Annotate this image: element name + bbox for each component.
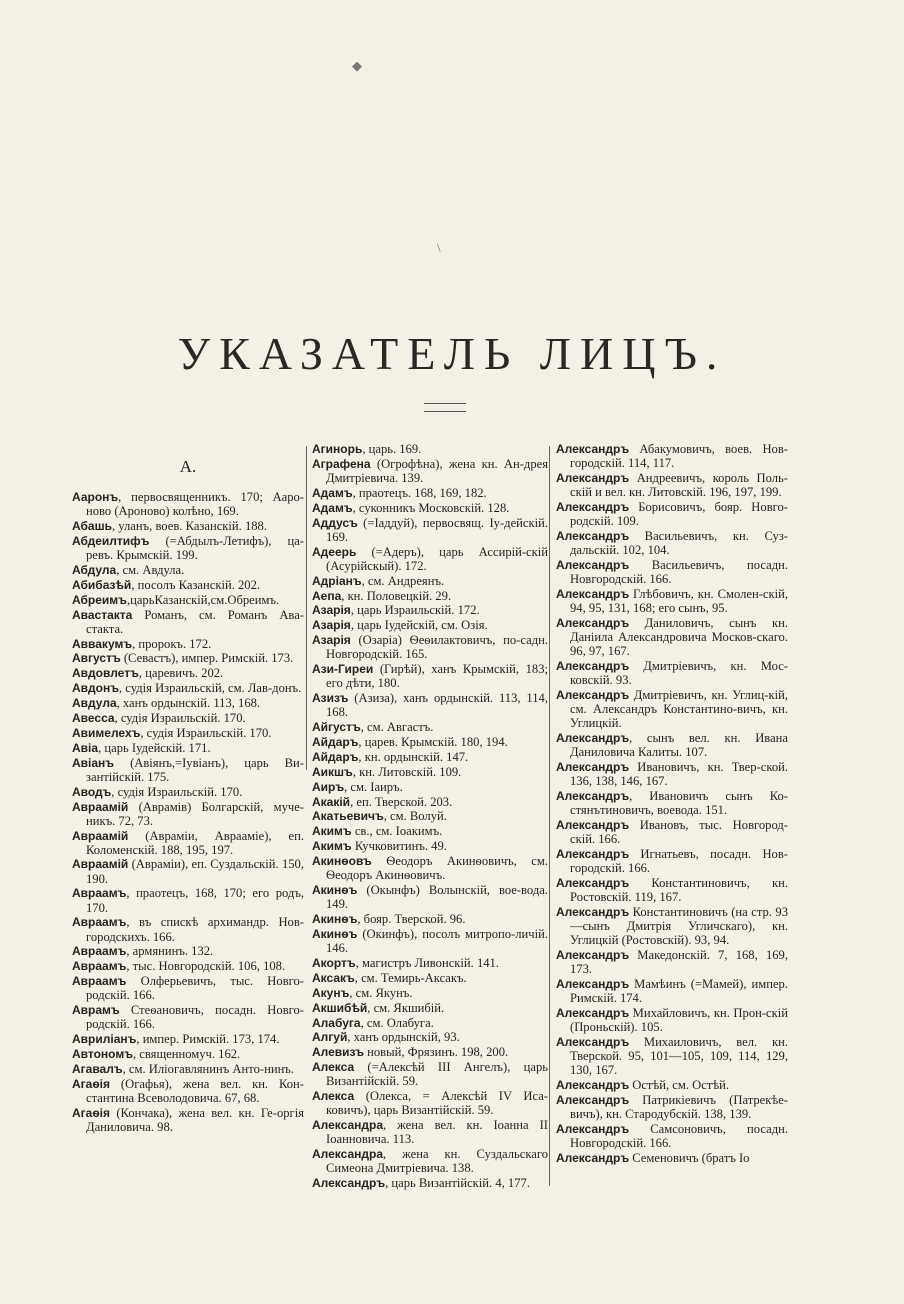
entry-headword: Александра bbox=[312, 1118, 384, 1133]
entry-headword: Абдула bbox=[72, 562, 117, 577]
entry-details: Стеѳановичъ, посадн. Новго-родскій. 166. bbox=[86, 1003, 304, 1032]
entry-details: Самсоновичъ, посадн. Новгородскій. 166. bbox=[570, 1121, 788, 1151]
entry-details: , царь Израильскій. 172. bbox=[350, 603, 480, 618]
entry-headword: Акортъ bbox=[312, 956, 356, 970]
index-entry bbox=[72, 741, 304, 755]
entry-headword: Акшибѣй bbox=[312, 1000, 368, 1015]
index-entry bbox=[312, 1147, 548, 1175]
index-entry bbox=[72, 696, 304, 710]
entry-headword: Александра bbox=[312, 1147, 384, 1162]
entry-headword: Александръ bbox=[556, 789, 630, 804]
entry-details: , праотецъ, 168, 170; его родъ, 170. bbox=[86, 886, 304, 915]
index-entry bbox=[312, 795, 548, 809]
entry-headword: Агавалъ bbox=[72, 1061, 123, 1076]
index-entry bbox=[556, 731, 788, 759]
index-entry bbox=[72, 1062, 304, 1076]
index-column-1 bbox=[72, 442, 304, 1135]
index-entry bbox=[556, 471, 788, 499]
entry-headword: Авдонъ bbox=[72, 681, 119, 696]
entry-headword: Александръ bbox=[556, 499, 630, 514]
index-entry bbox=[312, 1089, 548, 1117]
entry-details: Глѣбовичъ, кн. Смолен-скій, 94, 95, 131, 168; его сынъ, 95. bbox=[570, 586, 788, 616]
entry-details: , армянинъ. 132. bbox=[126, 944, 214, 959]
entry-details: (Озаріа) Ѳеѳилактовичъ, по-садн. Новгородскій. 165. bbox=[326, 633, 548, 662]
entry-details: , магистръ Ливонскій. 141. bbox=[355, 956, 499, 970]
entry-details: , судія Израильскій. 170. bbox=[111, 784, 243, 799]
entry-headword: Авраамъ bbox=[72, 959, 127, 974]
entry-headword: Аввакумъ bbox=[72, 636, 133, 651]
entry-headword: Айдаръ bbox=[312, 735, 359, 750]
entry-details: , судія Израильскій, см. Лав-донъ. bbox=[119, 681, 302, 696]
index-entry bbox=[556, 1006, 788, 1034]
entry-details: Васильевичъ, кн. Суз-дальскій. 102, 104. bbox=[570, 528, 788, 558]
entry-details: , царь Іудейскій. 171. bbox=[98, 740, 211, 755]
entry-headword: Автономъ bbox=[72, 1047, 133, 1062]
entry-headword: Авіанъ bbox=[72, 755, 115, 770]
index-entry bbox=[312, 824, 548, 838]
entry-details: , пророкъ. 172. bbox=[132, 636, 212, 651]
index-entry bbox=[312, 720, 548, 734]
index-entry bbox=[72, 915, 304, 943]
entry-details: , священномуч. 162. bbox=[132, 1047, 241, 1062]
entry-headword: Азизъ bbox=[312, 691, 349, 706]
index-entry bbox=[556, 529, 788, 557]
index-entry bbox=[556, 847, 788, 875]
entry-headword: Агаѳія bbox=[72, 1076, 111, 1091]
entry-details: , сынъ вел. кн. Ивана Даниловича Калиты. 107. bbox=[570, 731, 788, 760]
index-entry bbox=[72, 490, 304, 518]
index-entry bbox=[556, 876, 788, 904]
entry-headword: Александръ bbox=[556, 1006, 630, 1020]
entry-headword: Александръ bbox=[556, 1150, 630, 1165]
entry-headword: Александръ bbox=[556, 1078, 630, 1093]
section-letter: А. bbox=[179, 457, 197, 476]
index-entry bbox=[312, 574, 548, 588]
entry-headword: Алекса bbox=[312, 1060, 355, 1075]
index-entry bbox=[556, 1093, 788, 1121]
index-entry bbox=[72, 886, 304, 914]
entry-details: ,царьКазанскій,см.Обреимъ. bbox=[126, 592, 280, 607]
index-entry bbox=[312, 1060, 548, 1088]
entry-details: Дмитріевичъ, кн. Углиц-кій, см. Александръ Константино-вичъ, кн. Углицкій. bbox=[570, 687, 788, 731]
entry-headword: Алгуй bbox=[312, 1030, 348, 1045]
entry-headword: Аепа bbox=[312, 588, 342, 603]
index-entry bbox=[72, 1106, 304, 1134]
index-entry bbox=[312, 486, 548, 500]
entry-details: , см. Іаиръ. bbox=[344, 779, 403, 794]
entry-details: , ханъ ордынскій, 93. bbox=[347, 1030, 460, 1045]
entry-details: Васильевичъ, посадн. Новгородскій. 166. bbox=[570, 557, 788, 587]
entry-headword: Авраамій bbox=[72, 799, 129, 814]
entry-details: Македонскій. 7, 168, 169, 173. bbox=[570, 948, 788, 977]
index-entry bbox=[312, 501, 548, 515]
entry-headword: Александръ bbox=[556, 557, 630, 572]
entry-details: , праотецъ. 168, 169, 182. bbox=[352, 485, 487, 500]
entry-details: Михаиловичъ, вел. кн. Тверской. 95, 101—105, 109, 114, 129, 130, 167. bbox=[570, 1034, 788, 1078]
entry-headword: Абдеилтифъ bbox=[72, 533, 150, 548]
entry-details: (=Адеръ), царь Ассирій-скій (Асурійскый). 172. bbox=[326, 544, 548, 573]
entry-headword: Аиръ bbox=[312, 779, 345, 794]
index-entry bbox=[556, 789, 788, 817]
entry-details: , кн. Половецкій. 29. bbox=[341, 588, 452, 603]
entry-headword: Авесса bbox=[72, 710, 115, 725]
entry-headword: Акакій bbox=[312, 794, 351, 809]
entry-details: Ѳеодоръ Акинѳовичъ, см. Ѳеодоръ Акинѳовичъ. bbox=[326, 854, 548, 883]
entry-details: , жена кн. Суздальскаго Симеона Дмитріевича. 138. bbox=[326, 1147, 548, 1176]
entry-headword: Авдовлетъ bbox=[72, 666, 139, 681]
index-entry bbox=[312, 1030, 548, 1044]
index-entry bbox=[312, 735, 548, 749]
index-entry bbox=[72, 726, 304, 740]
entry-details: , уланъ, воев. Казанскій. 188. bbox=[111, 518, 268, 533]
index-entry bbox=[72, 534, 304, 562]
entry-details: Патрикіевичъ (Патрекѣе-вичъ), кн. Стародубскій. 138, 139. bbox=[570, 1092, 788, 1122]
index-entry bbox=[312, 516, 548, 544]
entry-details: , судія Израильскій. 170. bbox=[140, 725, 272, 740]
index-entry bbox=[72, 974, 304, 1002]
entry-headword: Авраамій bbox=[72, 828, 129, 843]
entry-headword: Адеерь bbox=[312, 544, 357, 559]
entry-headword: Акунъ bbox=[312, 985, 350, 1000]
index-entry bbox=[72, 959, 304, 973]
entry-details: Константиновичъ, кн. Ростовскій. 119, 167. bbox=[570, 875, 788, 905]
entry-headword: Аксакъ bbox=[312, 970, 355, 985]
index-entry bbox=[72, 519, 304, 533]
entry-headword: Александръ bbox=[556, 875, 630, 890]
entry-headword: Алабуга bbox=[312, 1015, 361, 1030]
index-entry bbox=[556, 905, 788, 947]
entry-headword: Александръ bbox=[556, 1034, 630, 1049]
entry-details: Игнатьевъ, посадн. Нов-городскій. 166. bbox=[570, 846, 788, 876]
entry-headword: Адріанъ bbox=[312, 573, 362, 588]
entry-headword: Адамъ bbox=[312, 485, 353, 500]
index-entry bbox=[72, 800, 304, 828]
entry-headword: Александръ bbox=[556, 818, 630, 832]
entry-headword: Авраамій bbox=[72, 857, 129, 872]
entry-headword: Акатьевичъ bbox=[312, 809, 384, 824]
index-entry bbox=[556, 500, 788, 528]
entry-headword: Александръ bbox=[312, 1176, 386, 1191]
index-entry bbox=[312, 765, 548, 779]
entry-headword: Александръ bbox=[556, 948, 630, 963]
entry-details: (Огафья), жена вел. кн. Кон-стантина Всеволодовича. 67, 68. bbox=[86, 1076, 304, 1105]
entry-details: , ханъ ордынскій. 113, 168. bbox=[116, 696, 261, 711]
entry-details: (Аврамів) Болгарскій, муче-никъ. 72, 73. bbox=[86, 799, 304, 828]
index-entry bbox=[72, 681, 304, 695]
entry-details: , царь Византійскій. 4, 177. bbox=[385, 1176, 530, 1191]
index-entry bbox=[312, 854, 548, 882]
entry-headword: Александръ bbox=[556, 977, 630, 992]
index-entry bbox=[312, 1176, 548, 1190]
entry-details: , см. Темирь-Аксакъ. bbox=[354, 970, 467, 985]
entry-headword: Азарія bbox=[312, 603, 351, 618]
index-entry bbox=[312, 545, 548, 573]
entry-headword: Агаѳія bbox=[72, 1105, 111, 1120]
entry-details: новый, Фрязинъ. 198, 200. bbox=[363, 1045, 509, 1060]
index-entry bbox=[312, 633, 548, 661]
entry-details: , тыс. Новгородскій. 106, 108. bbox=[126, 959, 286, 974]
title-double-rule bbox=[424, 403, 466, 412]
entry-headword: Акимъ bbox=[312, 839, 352, 854]
entry-headword: Алекса bbox=[312, 1089, 355, 1104]
entry-details: Олферьевичъ, тыс. Новго-родскій. 166. bbox=[86, 974, 304, 1003]
entry-headword: Александръ bbox=[556, 904, 630, 919]
entry-details: , царевичъ. 202. bbox=[138, 666, 224, 681]
index-entry bbox=[556, 442, 788, 470]
index-entry bbox=[72, 608, 304, 636]
entry-headword: Аддусъ bbox=[312, 515, 358, 530]
entry-headword: Акинѳъ bbox=[312, 912, 358, 927]
entry-headword: Авриліанъ bbox=[72, 1032, 137, 1047]
index-entry bbox=[312, 1118, 548, 1146]
column-divider bbox=[306, 446, 307, 770]
entry-headword: Авастакта bbox=[72, 607, 133, 622]
entry-details: , см. Олабуга. bbox=[360, 1015, 434, 1030]
index-entry bbox=[72, 829, 304, 857]
entry-headword: Айгустъ bbox=[312, 720, 361, 735]
entry-headword: Авраамъ bbox=[72, 944, 127, 959]
top-ornament: ◆ bbox=[352, 58, 362, 73]
column-divider bbox=[549, 446, 550, 1186]
index-entry bbox=[312, 1016, 548, 1030]
entry-headword: Аврамъ bbox=[72, 1003, 120, 1018]
entry-headword: Абашь bbox=[72, 518, 112, 533]
entry-headword: Акимъ bbox=[312, 824, 352, 839]
entry-details: (Гирѣй), ханъ Крымскій, 183; его дѣти, 180. bbox=[326, 662, 548, 691]
entry-headword: Айдаръ bbox=[312, 749, 359, 764]
index-entry bbox=[72, 944, 304, 958]
index-entry bbox=[312, 971, 548, 985]
entry-headword: Александръ bbox=[556, 528, 630, 543]
entry-headword: Александръ bbox=[556, 586, 630, 601]
entry-details: Романъ, см. Романъ Ава-стакта. bbox=[86, 607, 304, 636]
entry-details: , см. Андреянъ. bbox=[361, 573, 445, 588]
index-entry bbox=[556, 818, 788, 846]
index-entry bbox=[312, 1045, 548, 1059]
entry-headword: Акинѳъ bbox=[312, 927, 358, 942]
index-entry bbox=[72, 666, 304, 680]
index-entry bbox=[312, 662, 548, 690]
entry-details: (Азиза), ханъ ордынскій. 113, 114, 168. bbox=[326, 691, 548, 720]
entry-details: Борисовичъ, бояр. Новго-родскій. 109. bbox=[570, 499, 788, 529]
entry-details: Семеновичъ (братъ Іо bbox=[629, 1150, 750, 1165]
entry-details: , см. Якшибій. bbox=[367, 1000, 445, 1015]
entry-headword: Авдула bbox=[72, 696, 117, 711]
index-entry bbox=[312, 589, 548, 603]
index-entry bbox=[72, 637, 304, 651]
index-entry bbox=[556, 760, 788, 788]
index-entry bbox=[72, 711, 304, 725]
index-entry bbox=[556, 1151, 788, 1165]
entry-headword: Авіа bbox=[72, 740, 99, 755]
entry-headword: Александръ bbox=[556, 1121, 630, 1136]
index-entry bbox=[72, 857, 304, 885]
index-entry bbox=[312, 927, 548, 955]
entry-headword: Аводъ bbox=[72, 784, 112, 799]
index-entry bbox=[556, 587, 788, 615]
index-entry bbox=[312, 750, 548, 764]
entry-headword: Александръ bbox=[556, 442, 630, 456]
index-entry bbox=[72, 1047, 304, 1061]
entry-headword: Акинѳъ bbox=[312, 883, 358, 898]
entry-details: , бояр. Тверской. 96. bbox=[357, 912, 466, 927]
entry-headword: Ази-Гиреи bbox=[312, 662, 374, 677]
entry-headword: Авимелехъ bbox=[72, 725, 141, 740]
index-entry bbox=[72, 651, 304, 665]
entry-headword: Александръ bbox=[556, 658, 630, 673]
index-entry bbox=[72, 593, 304, 607]
entry-details: Абакумовичъ, воев. Нов-городскій. 114, 117. bbox=[570, 442, 788, 471]
entry-headword: Агинорь bbox=[312, 442, 363, 456]
entry-details: , въ спискѣ архимандр. Нов-городскихъ. 166. bbox=[86, 915, 304, 944]
index-entry bbox=[556, 977, 788, 1005]
index-entry bbox=[312, 839, 548, 853]
entry-headword: Александръ bbox=[556, 470, 630, 485]
entry-headword: Ааронъ bbox=[72, 490, 119, 504]
entry-details: , царь Іудейскій, см. Озія. bbox=[350, 618, 488, 633]
entry-headword: Александръ bbox=[556, 687, 630, 702]
entry-headword: Александръ bbox=[556, 846, 630, 861]
entry-headword: Алевизъ bbox=[312, 1045, 364, 1060]
entry-details: св., см. Іоакимъ. bbox=[351, 824, 443, 839]
entry-details: (Севастъ), импер. Римскій. 173. bbox=[120, 651, 294, 666]
entry-details: , посолъ Казанскій. 202. bbox=[131, 577, 261, 592]
index-entry bbox=[556, 659, 788, 687]
entry-details: , еп. Тверской. 203. bbox=[350, 794, 453, 809]
entry-headword: Авраамъ bbox=[72, 974, 127, 989]
entry-details: Дмитріевичъ, кн. Мос-ковскій. 93. bbox=[570, 658, 788, 688]
index-entry bbox=[312, 883, 548, 911]
entry-headword: Азарія bbox=[312, 618, 351, 633]
index-entry bbox=[312, 1001, 548, 1015]
entry-details: (Окынфъ) Волынскій, вое-вода. 149. bbox=[326, 883, 548, 912]
entry-headword: Александръ bbox=[556, 1092, 630, 1107]
entry-details: , жена вел. кн. Іоанна II Іоанновича. 113. bbox=[326, 1118, 548, 1147]
entry-headword: Аграфена bbox=[312, 456, 371, 471]
entry-details: , импер. Римскій. 173, 174. bbox=[136, 1032, 280, 1047]
index-entry bbox=[312, 780, 548, 794]
entry-details: Даниловичъ, сынъ кн. Даніила Александровича Москов-скаго. 96, 97, 167. bbox=[570, 615, 788, 659]
entry-details: (=Алексѣй III Ангелъ), царь Византійскій. 59. bbox=[326, 1060, 548, 1089]
entry-details: Кучковитинъ. 49. bbox=[351, 839, 447, 854]
page-title: УКАЗАТЕЛЬ ЛИЦЪ. bbox=[177, 328, 727, 379]
entry-details: , Ивановичъ сынъ Ко-стянътиновичъ, воевода. 151. bbox=[570, 789, 788, 818]
index-entry bbox=[312, 442, 548, 456]
small-ornament: \ bbox=[437, 240, 441, 255]
index-entry bbox=[556, 558, 788, 586]
index-entry bbox=[312, 618, 548, 632]
entry-details: Мамѣинъ (=Мамей), импер. Римскій. 174. bbox=[570, 977, 788, 1006]
index-entry bbox=[556, 688, 788, 730]
entry-details: , см. Волуй. bbox=[383, 809, 447, 824]
index-entry bbox=[556, 616, 788, 658]
index-column-3 bbox=[556, 442, 788, 1166]
entry-headword: Абреимъ bbox=[72, 592, 127, 607]
entry-headword: Аикшъ bbox=[312, 764, 353, 779]
index-entry bbox=[72, 1077, 304, 1105]
index-entry bbox=[72, 578, 304, 592]
index-entry bbox=[312, 457, 548, 485]
entry-details: (=Іаддуй), первосвящ. Іу-дейскій. 169. bbox=[326, 515, 548, 544]
index-entry bbox=[312, 986, 548, 1000]
entry-details: , царь. 169. bbox=[362, 442, 422, 456]
index-entry bbox=[312, 956, 548, 970]
entry-headword: Авраамъ bbox=[72, 915, 127, 930]
index-entry bbox=[72, 785, 304, 799]
entry-headword: Александръ bbox=[556, 731, 630, 746]
index-entry bbox=[556, 948, 788, 976]
index-entry bbox=[556, 1122, 788, 1150]
entry-headword: Августъ bbox=[72, 651, 121, 666]
entry-details: , см. Якунъ. bbox=[349, 985, 413, 1000]
entry-details: (Кончака), жена вел. кн. Ге-оргія Даниловича. 98. bbox=[86, 1105, 304, 1134]
index-entry bbox=[72, 1032, 304, 1046]
entry-details: Константиновичъ (на стр. 93—сынъ Дмитрія Угличскаго), кн. Углицкій (Ростовскій). 93, 94. bbox=[570, 904, 788, 948]
index-entry bbox=[312, 691, 548, 719]
index-entry bbox=[312, 809, 548, 823]
entry-details: , см. Авгастъ. bbox=[360, 720, 434, 735]
entry-details: , суконникъ Московскій. 128. bbox=[352, 500, 510, 515]
entry-details: , кн. Литовскій. 109. bbox=[352, 764, 462, 779]
entry-details: (Авраміи), еп. Суздальскій. 150, 190. bbox=[86, 857, 304, 886]
entry-details: (Олекса, = Алексѣй IV Иса-ковичъ), царь Византійскій. 59. bbox=[326, 1089, 548, 1118]
entry-details: (Огрофѣна), жена кн. Ан-дрея Дмитріевича. 139. bbox=[326, 456, 548, 485]
index-entry bbox=[556, 1035, 788, 1077]
index-entry bbox=[312, 603, 548, 617]
index-column-2 bbox=[312, 442, 548, 1191]
index-entry bbox=[556, 1078, 788, 1092]
entry-details: (Авраміи, Аврааміе), еп. Коломенскій. 188, 195, 197. bbox=[86, 828, 304, 857]
index-entry bbox=[72, 756, 304, 784]
entry-headword: Азарія bbox=[312, 633, 351, 648]
index-entry bbox=[72, 1003, 304, 1031]
entry-headword: Абибазѣй bbox=[72, 577, 132, 592]
entry-details: Остѣй, см. Остѣй. bbox=[629, 1078, 730, 1093]
entry-details: , первосвященникъ. 170; Ааро-ново (Ароново) колѣно, 169. bbox=[86, 490, 304, 519]
entry-details: , см. Иліогавлянинъ Анто-нинъ. bbox=[122, 1061, 294, 1076]
entry-details: , кн. ордынскій. 147. bbox=[358, 749, 469, 764]
entry-headword: Александръ bbox=[556, 760, 630, 775]
entry-headword: Александръ bbox=[556, 615, 630, 630]
entry-details: , царев. Крымскій. 180, 194. bbox=[358, 735, 508, 750]
entry-details: , судія Израильскій. 170. bbox=[114, 710, 246, 725]
entry-headword: Акинѳовъ bbox=[312, 854, 372, 869]
entry-details: (Авіянъ,=Іувіанъ), царь Ви-зантійскій. 175. bbox=[86, 755, 304, 784]
index-entry bbox=[72, 563, 304, 577]
index-entry bbox=[312, 912, 548, 926]
entry-details: Ивановъ, тыс. Новгород-скій. 166. bbox=[570, 818, 788, 847]
entry-details: , см. Авдула. bbox=[116, 562, 185, 577]
entry-details: Ивановичъ, кн. Твер-ской. 136, 138, 146, 167. bbox=[570, 760, 788, 789]
entry-details: Михайловичъ, кн. Прон-скій (Проньскій). 105. bbox=[570, 1006, 788, 1035]
entry-headword: Авраамъ bbox=[72, 886, 127, 901]
entry-details: (=Абдылъ-Летифъ), ца-ревъ. Крымскій. 199. bbox=[86, 533, 304, 562]
entry-details: (Окинфъ), посолъ митропо-личій. 146. bbox=[326, 927, 548, 956]
entry-details: Андреевичъ, король Поль-скій и вел. кн. Литовскій. 196, 197, 199. bbox=[570, 470, 788, 500]
entry-headword: Адамъ bbox=[312, 500, 353, 515]
